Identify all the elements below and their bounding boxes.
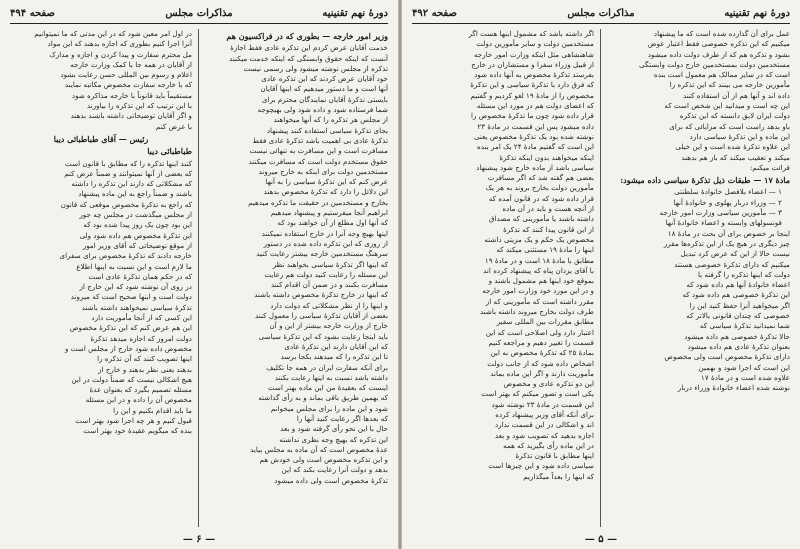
text-line: نوشته شده بود یک تذکرهٔ مخصوص یعنی (473, 131, 594, 141)
right-col-right-lines2 (608, 229, 790, 394)
text-line: اگر میخواهید آنرا حفظ کنید این را (689, 300, 790, 310)
text-line: این چه است و میدانید این شخص است که (664, 101, 790, 111)
text-line: که آنها اول مطلع از آن خواهند بود که (277, 218, 388, 228)
text-line: خود آقایان عرض کردند که این تذکره عادی (261, 74, 388, 84)
right-column-divider (600, 29, 601, 527)
text-line: ابراهیم آنجا میفرستیم و پیشنهاد میدهیم (270, 208, 388, 218)
right-col-right-lines (608, 29, 790, 163)
text-line: باو بدهد راست است که مزایائی که برای (669, 121, 790, 131)
text-line: مستخدمین دولت برای اینکه به خارج میروند (258, 166, 388, 176)
text-line: و اگر آقایان توضیحاتی داشته باشند بدهند (70, 111, 192, 121)
text-line: این دلائل را دارد که تذکرهٔ مخصوص بدهند (263, 187, 388, 197)
text-line: این تذکره که بهیچ وجه نظری نداشته (279, 434, 388, 444)
text-line: اجازه بدهید که تصویب شود و بعد (494, 430, 594, 440)
text-line: مخصوص یک حکم و یک مزیتی داشته (484, 234, 594, 244)
text-line: برای آنکه آقای وزیر پیشنهاد کرده (495, 409, 594, 419)
text-line: قرار داده شود که در قانون آمده که (488, 193, 594, 203)
list-item: ۲ — وزراء دربار پهلوی و خانوادهٔ آنها (673, 197, 782, 207)
text-line: از آقایان در همه جا با کمک وزارت خارجه (70, 59, 192, 69)
text-line: از این قانون پیدا کنند که تذکرهٔ (503, 224, 594, 234)
text-line: که اینها در خارج تذکرهٔ مخصوص داشته باشند (254, 290, 388, 300)
text-line: میکند و تعقیب میکند که باز هم بدهند (681, 152, 790, 162)
left-header-page-number: صفحه ۴۹۴ (10, 8, 55, 19)
text-line: که بعدها اگر رعایت کنید آنها را (296, 413, 388, 423)
right-header-rule (412, 23, 790, 24)
text-line: طرف دولت بخارج میروند داشته باشند (479, 307, 594, 317)
text-line: بدهد و دولت آنرا رعایت بکند که این (281, 465, 388, 475)
right-page-footer: — ۵ — (584, 534, 618, 545)
text-line: تا این تذکره را که میدهند بکجا برسد (280, 352, 388, 362)
text-line: این دو تذکره عادی و مخصوص (503, 379, 594, 389)
text-line: از مجلس میگذشت در مجلس چه جور (79, 210, 192, 220)
text-line: نیست حالا از این که عرض کرد تبدیل (680, 249, 790, 259)
section-label: قرائت میکنم: (749, 162, 790, 172)
text-line: شاهنشاهی مثل اینکه وزارت امور خارجه (473, 49, 594, 59)
text-line: خدمت آقایان عرض کردم این تذکره عادی فقط اجازهٔ (230, 43, 388, 53)
text-line: تذکره از مجلس نوشته میشود ولی رسمی نیست (243, 63, 388, 73)
text-line: و در این مورد خود وزارت امور خارجه (482, 286, 594, 296)
text-line: از موقع توضیحاتی که آقای وزیر امور (82, 240, 192, 250)
text-line: این علاوه تذکرهٔ شده است و این خیلی (675, 142, 790, 152)
text-line: خصوصی که چندان قانونی بالاتر که (686, 311, 790, 321)
text-line: که در حکم همان تذکرهٔ عادی است (88, 271, 192, 281)
text-line: بمادهٔ ۲۵ که تذکرهٔ مخصوص به این (490, 348, 594, 358)
text-line: اینها مطابق با قانون تذکرهٔ (515, 451, 594, 461)
text-line: بفرستد تذکرهٔ مخصوص به آنها داده شود (474, 70, 594, 80)
text-line: در این ماده رأی بگیرید که همه (503, 440, 594, 450)
left-col-left-lines (10, 159, 192, 437)
text-line: آنها است و ما دستور میدهیم که اینها آقایان (260, 84, 388, 94)
right-page-column-left (412, 29, 594, 527)
left-column-divider (198, 29, 199, 527)
transition-line: با عرض کنم (155, 121, 192, 131)
text-line: مخصوص را از مادهٔ ۱۹ لغو کردیم و گفتیم (470, 90, 594, 100)
text-line: داده میشود پس این قسمت در مادهٔ ۲۳ (477, 121, 594, 131)
text-line: بایستی تذکرهٔ آقایان نمایندگان محترم برای (261, 94, 388, 104)
text-line: در اول امر معین شود که در این مدتی که ما نمیتوانیم (34, 29, 192, 38)
text-line: این هم عرض کنم که این تذکرهٔ مخصوص (69, 323, 192, 333)
text-line: ما باید اقدام بکنیم و این را (113, 405, 192, 415)
text-line: مسئله تصمیم بگیرد که بعنوان عدهٔ (89, 385, 192, 395)
left-header-title: مذاکرات مجلس (165, 8, 233, 19)
text-line: که فرق دارد با تذکرهٔ سیاسی و این تذکرهٔ (470, 80, 594, 90)
list-item: ۳ — مأمورین سیاسی وزارت امور خارجه (659, 208, 782, 218)
text-line: مأموریت دارند و اگر این ماده بماند (490, 368, 594, 378)
text-line: عرض کنم که این تذکرهٔ سیاسی را به آنها (265, 177, 388, 187)
text-line: مستخدمین دولت بمستخدمین خارج دولت وابستگی (639, 59, 790, 69)
text-line: که بهمین طریق باقی بماند و به رأی گذاشته (258, 393, 388, 403)
text-line: و اینها را از نظر مشکلاتی که دولت دارد (270, 300, 388, 310)
text-line: اینها بهیچ وجه آنرا در خارج استفاده نمیکنند (261, 228, 388, 238)
text-line: اینجا بر خصوص برای آن بحث در مادهٔ ۱۸ (667, 228, 790, 238)
text-line: شما فرستاده شود و داده شود ولی بهیچوجه (257, 105, 388, 115)
text-line: سیاسی داده شود و این چیزها است (488, 461, 594, 471)
text-line: باشند و ضمناً راجع به این ماده پیشنهاد (78, 189, 192, 199)
text-line: بشود و تذکره هم که از طرف دولت داده میشود (647, 49, 790, 59)
text-line: که اینها را بعداً میگذاریم (523, 471, 594, 481)
left-col-right-lines (206, 43, 388, 486)
text-line: این مسئله را رعایت کنید دولت هم رعایت (264, 269, 388, 279)
text-line: قسمت را تغییر دهیم و مراجعه کنیم (488, 337, 594, 347)
speaker-label: طباطبائی دیبا (147, 146, 192, 157)
text-line: مأمورین خارجه می بینند که این تذکره را (669, 80, 790, 90)
text-line: اینست که بعقیدهٔ من این ماده بهتر است (267, 383, 388, 393)
text-line: کنند اینها تذکره را که مطابق با قانون است (65, 158, 192, 168)
text-line: این تذکرهٔ مخصوص هم داده شود ولی (79, 230, 192, 240)
text-line: مطابق مقررات بین المللی سفیر (496, 317, 594, 327)
text-line: دولت است و اینها صحیح است که میروند (70, 292, 192, 302)
text-line: این است که اجرا شود و بهمین (698, 362, 790, 372)
text-line: شود و این ماده را برای مجلس میخوانم (270, 403, 388, 413)
text-line: سرهنگ مستخدمین خارجه بیشتر رعایت کنید (256, 249, 388, 259)
left-page-column-left (10, 29, 192, 527)
text-line: آنرا اجرا کنیم بطوری که اجازه بدهند که این مواد (47, 39, 192, 49)
text-line: از روزی که این تذکره داده شده در دستور (263, 238, 388, 248)
text-line: اینکه میخواهند بدون اینکه تذکرهٔ (499, 152, 594, 162)
text-line: اینها تصویب کنند که آن تذکره را (97, 354, 192, 364)
text-line: مستقیماً باید قانوناً با خارجه مذاکره شود (71, 90, 192, 100)
text-line: بجای تذکرهٔ سیاسی استفاده کنند پیشنهاد (266, 125, 388, 135)
right-page (402, 0, 800, 549)
text-line: میکنیم که دارای تذکرهٔ خصوصی هستند (674, 259, 790, 269)
text-line: حقوق مستخدم دولت است که مسافرت میکنند (248, 156, 388, 166)
text-line: ما لازم است و این نسبت به اینها اطلاع (76, 261, 192, 271)
text-line: که اعضای دولت هم در مورد این مسئله (476, 101, 594, 111)
text-line: داشته باشند یا مأمورینی که مصداق (489, 214, 594, 224)
text-line: مخصوص آن را داده و در این مسئله (85, 395, 192, 405)
text-line: با آقای یزدان پناه که پیشنهاد کرده اند (483, 265, 594, 275)
text-line: آنست که اینکه حقوق وابستگی که اینکه خدمت میکنند (229, 53, 388, 63)
text-line: داشته باشد نسبت به اینها رعایت بکنند (274, 372, 388, 382)
right-header-session: دورهٔ نهم تقنینیه (724, 8, 790, 19)
left-page-header (10, 6, 388, 22)
text-line: مستخدمین دولت و سایر مأمورین دولت (476, 39, 594, 49)
text-line: مطابق با مادهٔ ۱۸ است و در مادهٔ ۱۹ (484, 255, 594, 265)
text-line: که راجع به تذکرهٔ مخصوص موقعی که قانون (60, 199, 192, 209)
text-line: این است که گفتیم مادهٔ ۲۴ یک امر بنده (477, 142, 594, 152)
text-line: در روی آن نوشته شود که این خارج از (79, 282, 192, 292)
text-line: بعنوان تذکرهٔ عادی هم داده میشود (687, 341, 790, 351)
right-page-column-right (608, 29, 790, 527)
left-header-rule (10, 23, 388, 24)
text-line: با این ترتیب که این تذکره را بیاورند (86, 101, 192, 111)
text-line: که مشکلاتی که دارند این تذکره را داشته (71, 179, 192, 189)
right-page-header (412, 6, 790, 22)
text-line: از مجلس هر تذکره را که آنها میخواهند (273, 115, 388, 125)
text-line: علاوه شده است و در مادهٔ ۱۷ (700, 372, 790, 382)
left-page-footer: — ۶ — (182, 534, 216, 545)
text-line: مسافرت است و این مسافرت به تنهائی نیست (249, 146, 388, 156)
text-line: قبول کنیم و هر چه اجرا شود بهتر است (75, 415, 192, 425)
text-line: بعضی هم گفته شد که اگر مسافرت (487, 173, 594, 183)
left-page (0, 0, 398, 549)
column-heading: وزیر امور خارجه — بطوری که در فراکسیون هم (226, 31, 388, 41)
text-line: عدهٔ مخصوص است که آن ماده به مجلس بیاید (250, 444, 388, 454)
text-line: دولت امروز که اجازه میدهد تذکرهٔ (90, 333, 192, 343)
text-line: برای آنکه سفارت ایران در همه جا تکلیف (266, 362, 388, 372)
text-line: این تذکرهٔ خصوصی هم داده شود که (682, 290, 790, 300)
article-heading: مادهٔ ۱۷ — طبقات ذیل تذکرهٔ سیاسی داده میشود: (620, 175, 790, 186)
right-header-title: مذاکرات مجلس (567, 8, 635, 19)
text-line: اشخاص داده شود که از جانب دولت (487, 358, 594, 368)
text-line: این کسی که از آنجا مأموریت دارد (91, 313, 192, 323)
text-line: تذکرهٔ سیاسی نمیخواهند داشته باشند (81, 302, 192, 312)
text-line: که این آقایان دارند این تذکرهٔ عادی (284, 341, 388, 351)
text-line: این ماده و این تذکرهٔ سیاسی دارد (689, 131, 790, 141)
text-line: داده اند و آنها هم از آن استفاده کنند (682, 90, 790, 100)
text-line: که اینها اگر تذکرهٔ سیاسی بخواهند نظر (272, 259, 388, 269)
text-line: بخارج و مستخدمین در حقیقت ما تذکره میدهیم (248, 197, 388, 207)
text-line: این قسمت در مادهٔ ۲۳ نوشته شود (491, 399, 594, 409)
text-line: نوشته شده اعضاء خانوادهٔ وزراء دربار (677, 383, 790, 393)
text-line: مأمورین دولت بخارج بروند به هر یک (485, 183, 594, 193)
text-line: است که در سایر ممالک هم معمول است بنده (653, 70, 790, 80)
text-line: تذکرهٔ عادی بی اهمیت باشد تذکرهٔ عادی فقط (252, 135, 388, 145)
text-line: اعتبار دارد ولی اصلاحی است که این (485, 327, 594, 337)
text-line: سیاسی باشد از ماده خارج شود پیشنهاد (476, 162, 594, 172)
text-line: بدهند یعنی نظر بدهند و خارج از (98, 364, 192, 374)
text-line: اگر داشته باشد که مشمول اینها هست اگر (468, 29, 594, 38)
text-line: حالا تذکرهٔ خصوصی هم داده میشود (684, 331, 790, 341)
text-line: شما نمیدانید تذکرهٔ سیاسی که (699, 321, 790, 331)
text-line: هیچ اشکالی نیست که ضمناً دولت در این (71, 374, 192, 384)
text-line: که بعضی از آنها نمیتوانند و ضمناً عرض کنم (64, 168, 192, 178)
text-line: خارج از وزارت خارجه بیشتر از این و آن (269, 321, 388, 331)
text-line: دولت که اینها تذکره را گرفته با (697, 269, 790, 279)
article-items (608, 187, 790, 228)
text-line: بعضی از آقایان تذکرهٔ سیاسی را معمول کنند (255, 311, 388, 321)
text-line: اینها را مادهٔ ۱۹ مستثنی میکند که (496, 245, 594, 255)
text-line: اعضاء خانوادهٔ آنها هم داده شود که (686, 280, 790, 290)
speaker-heading: رئیس — آقای طباطبائی دیبا (53, 133, 149, 144)
text-line: مل محترم سفارت و پیدا کردن و اجازه و مدارک (49, 49, 192, 59)
text-line: حال با این نحو رأی گرفته شود و بعد (280, 424, 388, 434)
text-line: خارجه دادند که تذکرهٔ مخصوص برای سفرای (59, 251, 192, 261)
list-item: ۱ — اعضاء بلافصل خانوادهٔ سلطنتی (674, 187, 782, 197)
left-col-left-top-lines (10, 29, 192, 122)
text-line: که با خارجه سفارت مخصوص مکاتبه نمایند (64, 80, 192, 90)
text-line: مقرر داشته است که مأمورینی که از (485, 296, 594, 306)
right-col-left-lines (412, 29, 594, 482)
text-line: از قبیل وزراء سفرا و مستشاران در خارج (471, 59, 594, 69)
text-line: چیز دیگری در هیچ یک از این تذکره‌ها مقرر (663, 238, 790, 248)
text-line: دارای تذکرهٔ مخصوص است ولی مخصوص (664, 352, 790, 362)
text-line: مسافرت بکنند و در ضمن آن اقدام کنند (270, 280, 388, 290)
text-line: اند و اشکالی در این قسمت ندارد (495, 420, 594, 430)
text-line: میکنیم که این تذکره خصوصی فقط اعتبار عوض (647, 39, 790, 49)
text-line: عمل برای آن گذارده شده است که ما پیشنهاد (653, 29, 790, 38)
text-line: قرار داده شود چون ما تذکرهٔ مخصوص را (471, 111, 594, 121)
list-item: قونسولهای وابسته و اعضاء خانوادهٔ آنها (665, 218, 782, 228)
text-line: این بود چون یک روز پیدا شده بود که (83, 220, 192, 230)
text-line: باید اینجا رعایت بشود که این تذکرهٔ سیاسی (258, 331, 388, 341)
text-line: از آنچه هست و باید در آن ماده (502, 204, 594, 214)
text-line: اعلام و رسوم بین المللی حسن رعایت بشود (60, 70, 192, 80)
left-page-column-right (206, 29, 388, 527)
text-line: دولت ایران لایق دانسته که این تذکره (679, 111, 790, 121)
left-header-session: دورهٔ نهم تقنینیه (322, 8, 388, 19)
text-line: یکی است و تصور میکنم که بهتر است (481, 389, 594, 399)
text-line: بموقع خود اینها هم مشمول باشند و (488, 276, 594, 286)
text-line: تذکرهٔ مخصوص است ولی داده میشود (274, 475, 388, 485)
text-line: بنده که میگویم عقیدهٔ خود بهتر است (83, 426, 192, 436)
right-header-page-number: صفحه ۴۹۲ (412, 8, 457, 19)
text-line: مخصوص داده شود خارج از مجلس است و (64, 343, 192, 353)
text-line: و این تذکره مخصوص است ولی خودش هم (259, 455, 388, 465)
